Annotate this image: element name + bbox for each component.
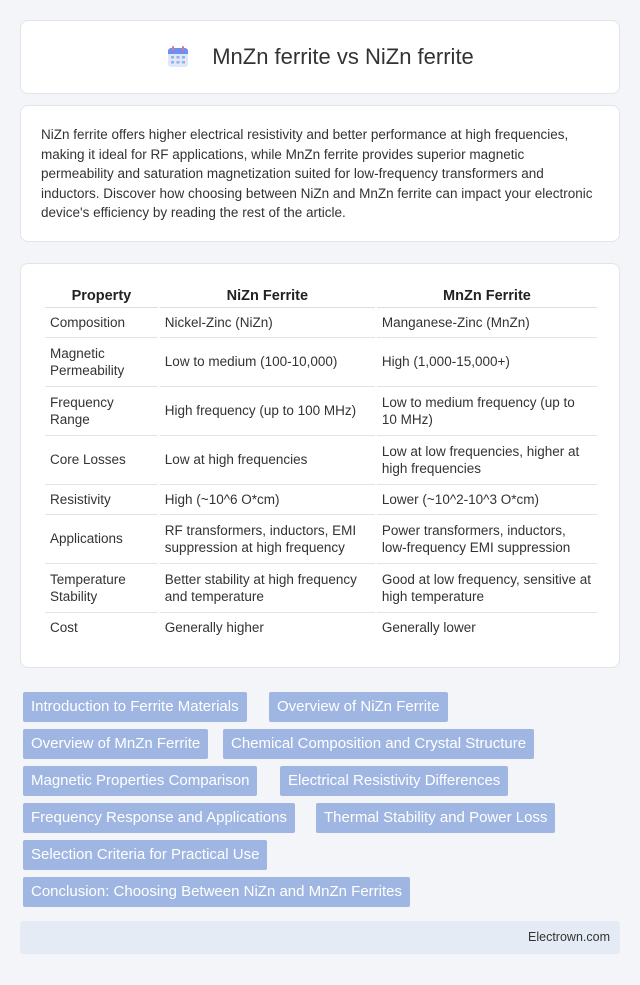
page-title: MnZn ferrite vs NiZn ferrite: [212, 44, 474, 69]
table-row: [45, 515, 597, 564]
table-row: [45, 564, 597, 613]
table-row: [45, 613, 597, 643]
table-cell: Temperature Stability: [45, 564, 158, 613]
comparison-table-card: [20, 263, 620, 668]
table-cell: Composition: [45, 308, 158, 338]
table-row: [45, 436, 597, 485]
tag-overview-nizn[interactable]: Overview of NiZn Ferrite: [269, 692, 448, 722]
table-cell: High frequency (up to 100 MHz): [160, 387, 375, 436]
table-cell: Generally higher: [164, 620, 264, 636]
table-header: NiZn Ferrite: [160, 284, 375, 308]
table-cell: Magnetic Permeability: [45, 338, 158, 387]
intro-card: [20, 105, 620, 242]
tag-chemical-composition[interactable]: Chemical Composition and Crystal Structure: [223, 729, 534, 759]
footer: [20, 921, 620, 954]
footer-site[interactable]: Electrown.com: [528, 930, 610, 944]
table-cell: Generally lower: [381, 620, 476, 636]
intro-text: NiZn ferrite offers higher electrical resistivity and better performance at high frequencies, making it ideal for RF applications, while MnZn ferrite provides superior magnetic permeability and saturation magnetization suited for low-frequency transformers and inductors. Discover how choosing between NiZn and MnZn ferrite can impact your electronic device's efficiency by reading the rest of the article.: [41, 127, 593, 221]
title-card: [20, 20, 620, 94]
table-cell: Good at low frequency, sensitive at high temperature: [377, 564, 597, 613]
table-cell: Better stability at high frequency and temperature: [160, 564, 375, 613]
table-cell: RF transformers, inductors, EMI suppression at high frequency: [160, 515, 375, 564]
table-row: [45, 338, 597, 387]
tag-introduction[interactable]: Introduction to Ferrite Materials: [23, 692, 247, 722]
table-cell: High (~10^6 O*cm): [160, 485, 375, 515]
tag-conclusion[interactable]: Conclusion: Choosing Between NiZn and MnZn Ferrites: [23, 877, 410, 907]
tag-frequency-response[interactable]: Frequency Response and Applications: [23, 803, 295, 833]
table-cell: Low to medium frequency (up to 10 MHz): [377, 387, 597, 436]
table-row: [45, 485, 597, 515]
document-icon: [166, 45, 190, 69]
table-cell: Lower (~10^2-10^3 O*cm): [377, 485, 597, 515]
table-header: Property: [45, 284, 158, 308]
tag-overview-mnzn[interactable]: Overview of MnZn Ferrite: [23, 729, 208, 759]
table-cell: Low at high frequencies: [160, 436, 375, 485]
comparison-table: [43, 284, 599, 643]
table-row: [45, 308, 597, 338]
table-header: MnZn Ferrite: [377, 284, 597, 308]
table-cell: Cost: [50, 620, 78, 636]
table-cell: High (1,000-15,000+): [377, 338, 597, 387]
tag-magnetic-properties[interactable]: Magnetic Properties Comparison: [23, 766, 257, 796]
tag-electrical-resistivity[interactable]: Electrical Resistivity Differences: [280, 766, 508, 796]
tag-thermal-stability[interactable]: Thermal Stability and Power Loss: [316, 803, 555, 833]
table-cell: Applications: [45, 515, 158, 564]
table-row: [45, 387, 597, 436]
table-cell: Core Losses: [45, 436, 158, 485]
table-cell: Resistivity: [45, 485, 158, 515]
tag-selection-criteria[interactable]: Selection Criteria for Practical Use: [23, 840, 267, 870]
table-cell: Low at low frequencies, higher at high frequencies: [377, 436, 597, 485]
table-header-row: [45, 284, 597, 308]
table-cell: Frequency Range: [45, 387, 158, 436]
table-cell: Nickel-Zinc (NiZn): [160, 308, 375, 338]
table-cell: Manganese-Zinc (MnZn): [377, 308, 597, 338]
table-cell: Low to medium (100-10,000): [160, 338, 375, 387]
table-cell: Power transformers, inductors, low-frequency EMI suppression: [377, 515, 597, 564]
